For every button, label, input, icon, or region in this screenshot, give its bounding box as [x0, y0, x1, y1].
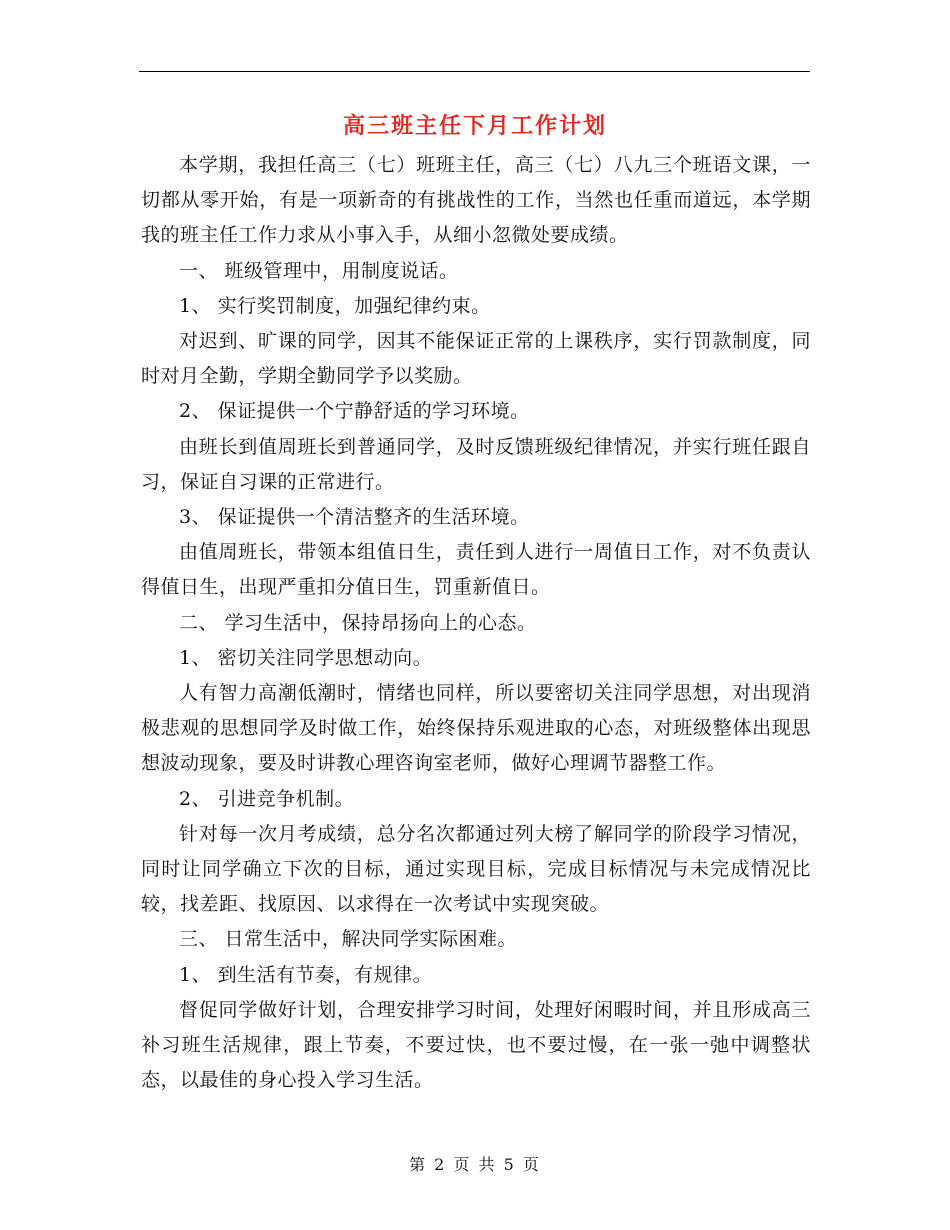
section-heading-2: 二、 学习生活中，保持昂扬向上的心态。 [179, 611, 537, 634]
paragraph: 督促同学做好计划，合理安排学习时间，处理好闲暇时间，并且形成高三补习班生活规律，跟上节奏，不要过快，也不要过慢，在一张一弛中调整状态，以最佳的身心投入学习生活。 [141, 998, 811, 1092]
header-rule [139, 71, 810, 72]
subheading-1-1: 1、 实行奖罚制度，加强纪律约束。 [179, 294, 491, 317]
paragraph: 对迟到、旷课的同学，因其不能保证正常的上课秩序，实行罚款制度，同时对月全勤，学期全勤同学予以奖励。 [141, 330, 811, 388]
page-number-footer: 第 2 页 共 5 页 [409, 1155, 541, 1174]
document-body [141, 148, 811, 1098]
subheading-2-1: 1、 密切关注同学思想动向。 [179, 646, 433, 669]
subheading-1-2: 2、 保证提供一个宁静舒适的学习环境。 [179, 400, 530, 423]
paragraph: 针对每一次月考成绩，总分名次都通过列大榜了解同学的阶段学习情况，同时让同学确立下次的目标，通过实现目标，完成目标情况与未完成情况比较，找差距、找原因、以求得在一次考试中实现突破。 [141, 822, 811, 916]
paragraph: 人有智力高潮低潮时，情绪也同样，所以要密切关注同学思想，对出现消极悲观的思想同学及时做工作，始终保持乐观进取的心态，对班级整体出现思想波动现象，要及时讲教心理咨询室老师，做好心理调节器整工作。 [141, 682, 811, 775]
subheading-3-1: 1、 到生活有节奏，有规律。 [179, 963, 433, 986]
subheading-1-3: 3、 保证提供一个清洁整齐的生活环境。 [179, 506, 530, 529]
paragraph-intro: 本学期，我担任高三（七）班班主任，高三（七）八九三个班语文课，一切都从零开始，有是一项新奇的有挑战性的工作，当然也任重而道远，本学期我的班主任工作力求从小事入手，从细小忽微处要成绩。 [141, 154, 811, 247]
paragraph: 由值周班长，带领本组值日生，责任到人进行一周值日工作，对不负责认得值日生，出现严重扣分值日生，罚重新值日。 [141, 541, 811, 599]
section-heading-1: 一、 班级管理中，用制度说话。 [179, 259, 459, 282]
section-heading-3: 三、 日常生活中，解决同学实际困难。 [179, 928, 518, 951]
subheading-2-2: 2、 引进竞争机制。 [179, 787, 355, 810]
document-title: 高三班主任下月工作计划 [342, 113, 607, 139]
paragraph: 由班长到值周班长到普通同学，及时反馈班级纪律情况，并实行班任跟自习，保证自习课的正常进行。 [141, 435, 811, 493]
